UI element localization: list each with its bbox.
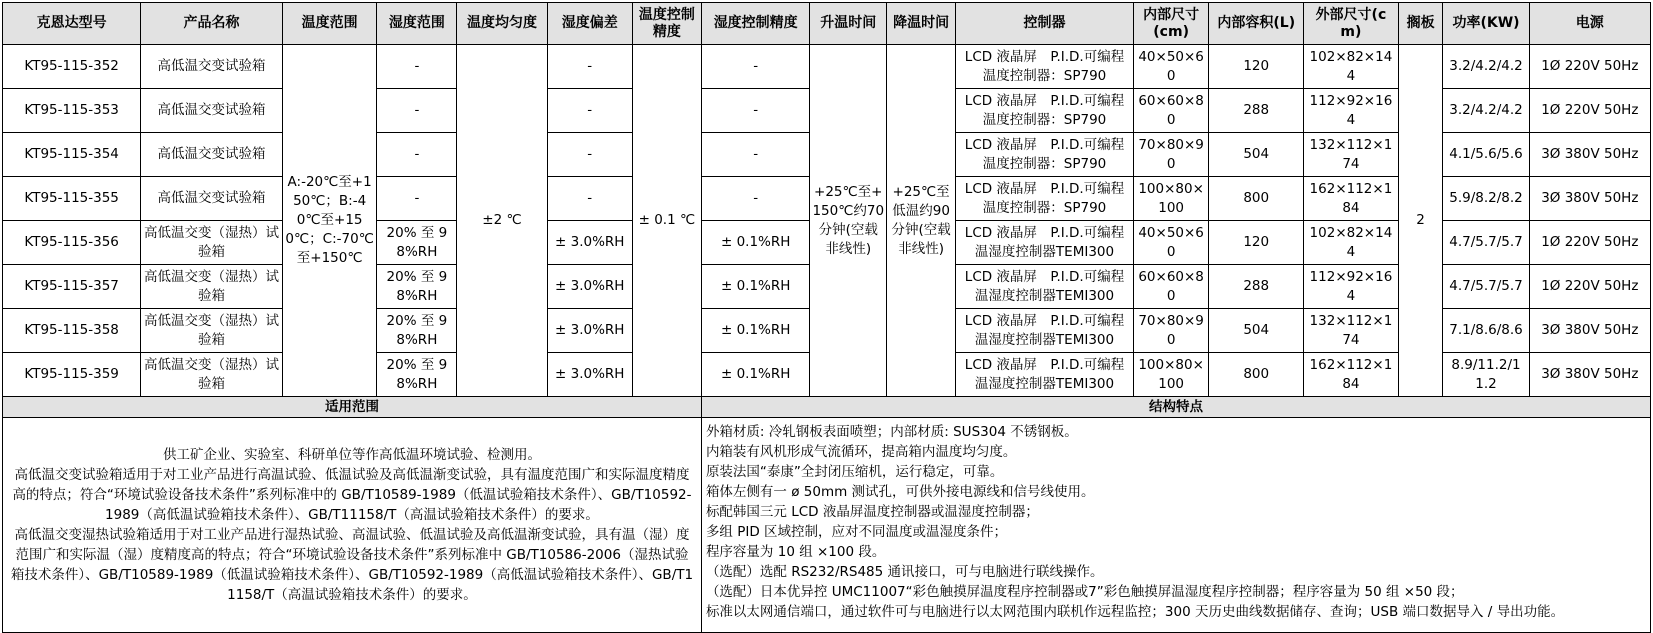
inner-size-cell: 60×60×80: [1133, 265, 1209, 309]
volume-cell: 800: [1209, 177, 1304, 221]
product-name-cell: 高低温交变（湿热）试验箱: [141, 221, 283, 265]
feature-line: 标配韩国三元 LCD 液晶屏温度控制器或温湿度控制器；: [705, 504, 1039, 520]
volume-cell: 120: [1209, 221, 1304, 265]
volume-cell: 120: [1209, 45, 1304, 89]
temp-range-cell: A:-20℃至+150℃；B:-40℃至+150℃；C:-70℃至+150℃: [282, 45, 377, 397]
features-title: 结构特点: [701, 397, 1650, 418]
heat-up-time-cell: +25℃至+150℃约70 分钟(空载非线性): [810, 45, 887, 397]
power-cell: 7.1/8.6/8.6: [1443, 309, 1529, 353]
feature-line: 原装法国“泰康”全封闭压缩机，运行稳定，可靠。: [705, 464, 1004, 480]
inner-size-cell: 70×80×90: [1133, 133, 1209, 177]
column-header: 控制器: [956, 3, 1134, 45]
cool-down-time-cell: +25℃至低温约90 分钟(空载非线性): [887, 45, 956, 397]
humidity-deviation-cell: ± 3.0%RH: [547, 265, 632, 309]
model-cell: KT95-115-354: [3, 133, 141, 177]
shelf-cell: 2: [1398, 45, 1443, 397]
feature-line: 箱体左侧有一 ø 50mm 测试孔，可供外接电源线和信号线使用。: [705, 484, 1095, 500]
volume-cell: 288: [1209, 89, 1304, 133]
column-header: 湿度控制精度: [701, 3, 810, 45]
model-cell: KT95-115-353: [3, 89, 141, 133]
humidity-range-cell: 20% 至 98%RH: [377, 309, 457, 353]
humidity-range-cell: -: [377, 45, 457, 89]
humidity-deviation-cell: -: [547, 133, 632, 177]
temp-uniformity-cell: ±2 ℃: [457, 45, 547, 397]
controller-cell: LCD 液晶屏 P.I.D.可编程温湿度控制器TEMI300: [956, 265, 1134, 309]
scope-paragraph: 高低温交变试验箱适用于对工业产品进行高温试验、低温试验及高低温渐变试验，具有温度范围广和实际温度精度高的特点；符合“环境试验设备技术条件”系列标准中的 GB/T10589-1989（低温试验箱技术条件）、GB/T10592-1989（高低温试验箱技术条件）、GB/T11158/T（高温试验箱技术条件）的要求。: [12, 467, 692, 523]
humidity-control-precision-cell: -: [701, 133, 810, 177]
outer-size-cell: 162×112×184: [1304, 353, 1399, 397]
model-cell: KT95-115-359: [3, 353, 141, 397]
scope-paragraph: 供工矿企业、实验室、科研单位等作高低温环境试验、检测用。: [162, 447, 541, 463]
inner-size-cell: 60×60×80: [1133, 89, 1209, 133]
outer-size-cell: 132×112×174: [1304, 133, 1399, 177]
controller-cell: LCD 液晶屏 P.I.D.可编程温度控制器：SP790: [956, 133, 1134, 177]
scope-title: 适用范围: [3, 397, 702, 418]
humidity-deviation-cell: ± 3.0%RH: [547, 221, 632, 265]
power-cell: 3.2/4.2/4.2: [1443, 89, 1529, 133]
inner-size-cell: 100×80×100: [1133, 177, 1209, 221]
feature-line: 多组 PID 区域控制，应对不同温度或温湿度条件；: [705, 524, 1008, 540]
model-cell: KT95-115-352: [3, 45, 141, 89]
table-row: [3, 45, 1651, 89]
spec-table: [2, 2, 1651, 633]
column-header: 搁板: [1398, 3, 1443, 45]
power-supply-cell: 1Ø 220V 50Hz: [1529, 265, 1650, 309]
volume-cell: 504: [1209, 309, 1304, 353]
humidity-range-cell: 20% 至 98%RH: [377, 221, 457, 265]
column-header: 降温时间: [887, 3, 956, 45]
outer-size-cell: 112×92×164: [1304, 89, 1399, 133]
header-row: [3, 3, 1651, 45]
controller-cell: LCD 液晶屏 P.I.D.可编程温湿度控制器TEMI300: [956, 309, 1134, 353]
humidity-range-cell: 20% 至 98%RH: [377, 265, 457, 309]
volume-cell: 800: [1209, 353, 1304, 397]
controller-cell: LCD 液晶屏 P.I.D.可编程温湿度控制器TEMI300: [956, 221, 1134, 265]
power-supply-cell: 1Ø 220V 50Hz: [1529, 221, 1650, 265]
controller-cell: LCD 液晶屏 P.I.D.可编程温度控制器：SP790: [956, 177, 1134, 221]
power-cell: 5.9/8.2/8.2: [1443, 177, 1529, 221]
humidity-range-cell: -: [377, 89, 457, 133]
product-name-cell: 高低温交变（湿热）试验箱: [141, 265, 283, 309]
feature-line: 外箱材质: 冷轧钢板表面喷塑；内部材质: SUS304 不锈钢板。: [705, 424, 1078, 440]
column-header: 湿度偏差: [547, 3, 632, 45]
column-header: 温度均匀度: [457, 3, 547, 45]
section-content-row: [3, 418, 1651, 633]
column-header: 外部尺寸(cm): [1304, 3, 1399, 45]
power-supply-cell: 3Ø 380V 50Hz: [1529, 177, 1650, 221]
outer-size-cell: 102×82×144: [1304, 221, 1399, 265]
humidity-range-cell: -: [377, 177, 457, 221]
humidity-control-precision-cell: -: [701, 89, 810, 133]
humidity-control-precision-cell: -: [701, 45, 810, 89]
column-header: 功率(KW): [1443, 3, 1529, 45]
features-text-cell: [701, 418, 1650, 633]
section-title-row: [3, 397, 1651, 418]
humidity-range-cell: 20% 至 98%RH: [377, 353, 457, 397]
feature-line: 程序容量为 10 组 ×100 段。: [705, 544, 886, 560]
temp-control-precision-cell: ± 0.1 ℃: [632, 45, 701, 397]
product-name-cell: 高低温交变试验箱: [141, 89, 283, 133]
inner-size-cell: 70×80×90: [1133, 309, 1209, 353]
product-name-cell: 高低温交变试验箱: [141, 177, 283, 221]
column-header: 电源: [1529, 3, 1650, 45]
humidity-control-precision-cell: ± 0.1%RH: [701, 265, 810, 309]
column-header: 升温时间: [810, 3, 887, 45]
outer-size-cell: 162×112×184: [1304, 177, 1399, 221]
humidity-deviation-cell: -: [547, 45, 632, 89]
inner-size-cell: 40×50×60: [1133, 45, 1209, 89]
controller-cell: LCD 液晶屏 P.I.D.可编程温度控制器：SP790: [956, 89, 1134, 133]
product-name-cell: 高低温交变试验箱: [141, 133, 283, 177]
column-header: 内部尺寸(cm): [1133, 3, 1209, 45]
column-header: 内部容积(L): [1209, 3, 1304, 45]
power-cell: 3.2/4.2/4.2: [1443, 45, 1529, 89]
power-supply-cell: 3Ø 380V 50Hz: [1529, 353, 1650, 397]
outer-size-cell: 112×92×164: [1304, 265, 1399, 309]
power-cell: 4.7/5.7/5.7: [1443, 265, 1529, 309]
controller-cell: LCD 液晶屏 P.I.D.可编程温湿度控制器TEMI300: [956, 353, 1134, 397]
power-cell: 8.9/11.2/11.2: [1443, 353, 1529, 397]
humidity-control-precision-cell: ± 0.1%RH: [701, 309, 810, 353]
column-header: 温度控制精度: [632, 3, 701, 45]
column-header: 克恩达型号: [3, 3, 141, 45]
model-cell: KT95-115-355: [3, 177, 141, 221]
humidity-deviation-cell: ± 3.0%RH: [547, 353, 632, 397]
inner-size-cell: 100×80×100: [1133, 353, 1209, 397]
column-header: 温度范围: [282, 3, 377, 45]
humidity-deviation-cell: -: [547, 177, 632, 221]
product-name-cell: 高低温交变（湿热）试验箱: [141, 309, 283, 353]
power-cell: 4.7/5.7/5.7: [1443, 221, 1529, 265]
power-supply-cell: 3Ø 380V 50Hz: [1529, 309, 1650, 353]
humidity-range-cell: -: [377, 133, 457, 177]
feature-line: （选配）日本优异控 UMC11007“彩色触摸屏温度程序控制器或7”彩色触摸屏温湿度程序控制器；程序容量为 50 组 ×50 段；: [705, 584, 1464, 600]
power-supply-cell: 3Ø 380V 50Hz: [1529, 133, 1650, 177]
humidity-control-precision-cell: ± 0.1%RH: [701, 221, 810, 265]
column-header: 产品名称: [141, 3, 283, 45]
power-cell: 4.1/5.6/5.6: [1443, 133, 1529, 177]
scope-paragraph: 高低温交变湿热试验箱适用于对工业产品进行湿热试验、高温试验、低温试验及高低温渐变试验，具有温（湿）度范围广和实际温（湿）度精度高的特点；符合“环境试验设备技术条件”系列标准中 GB/T10586-2006（湿热试验箱技术条件）、GB/T10589-1989（低温试验箱技术条件）、GB/T10592-1989（高低温试验箱技术条件）、GB/T11158/T（高温试验箱技术条件）的要求。: [10, 527, 694, 603]
scope-text-cell: [3, 418, 702, 633]
power-supply-cell: 1Ø 220V 50Hz: [1529, 45, 1650, 89]
power-supply-cell: 1Ø 220V 50Hz: [1529, 89, 1650, 133]
humidity-control-precision-cell: -: [701, 177, 810, 221]
volume-cell: 288: [1209, 265, 1304, 309]
outer-size-cell: 132×112×174: [1304, 309, 1399, 353]
humidity-deviation-cell: -: [547, 89, 632, 133]
volume-cell: 504: [1209, 133, 1304, 177]
feature-line: 内箱装有风机形成气流循环，提高箱内温度均匀度。: [705, 444, 1017, 460]
outer-size-cell: 102×82×144: [1304, 45, 1399, 89]
product-name-cell: 高低温交变（湿热）试验箱: [141, 353, 283, 397]
inner-size-cell: 40×50×60: [1133, 221, 1209, 265]
column-header: 湿度范围: [377, 3, 457, 45]
humidity-control-precision-cell: ± 0.1%RH: [701, 353, 810, 397]
feature-line: 标准以太网通信端口，通过软件可与电脑进行以太网范围内联机作远程监控；300 天历史曲线数据储存、查询；USB 端口数据导入 / 导出功能。: [705, 604, 1565, 620]
model-cell: KT95-115-358: [3, 309, 141, 353]
model-cell: KT95-115-356: [3, 221, 141, 265]
model-cell: KT95-115-357: [3, 265, 141, 309]
controller-cell: LCD 液晶屏 P.I.D.可编程温度控制器：SP790: [956, 45, 1134, 89]
feature-line: （选配）选配 RS232/RS485 通讯接口，可与电脑进行联线操作。: [705, 564, 1104, 580]
humidity-deviation-cell: ± 3.0%RH: [547, 309, 632, 353]
product-name-cell: 高低温交变试验箱: [141, 45, 283, 89]
